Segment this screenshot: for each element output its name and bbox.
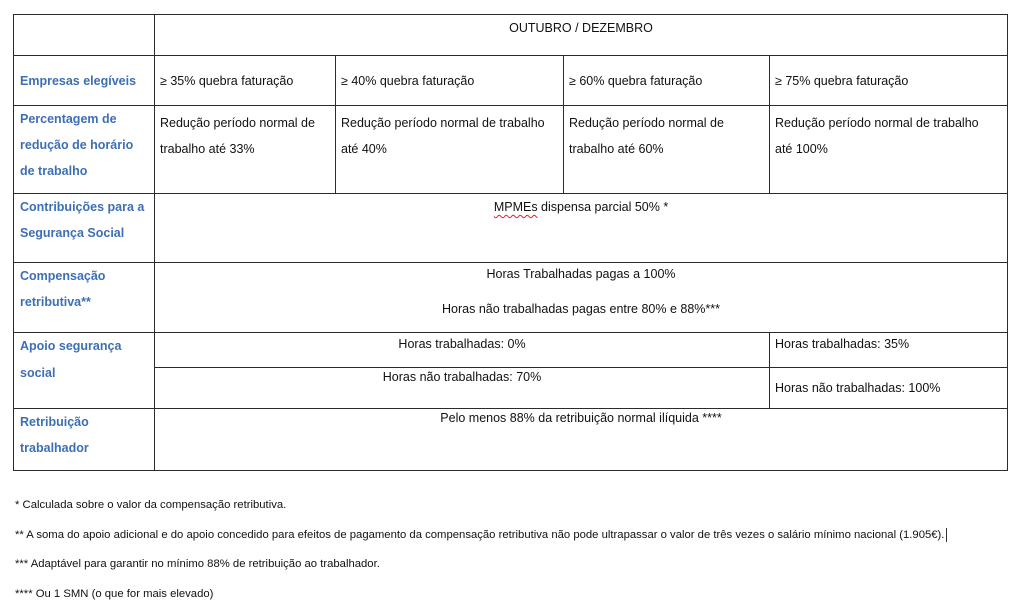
cell-reducao-33 <box>155 106 336 194</box>
period-header: OUTUBRO / DEZEMBRO <box>155 15 1008 56</box>
empty-corner-cell <box>14 15 155 56</box>
row-label-retribuicao <box>14 409 155 471</box>
cell-quebra-60: ≥ 60% quebra faturação <box>564 56 770 106</box>
table-row <box>14 106 1008 194</box>
table-row <box>14 368 1008 409</box>
table-row <box>14 15 1008 56</box>
footnote-2 <box>15 528 947 558</box>
mpme-text <box>494 200 668 214</box>
cell-retribuicao: Pelo menos 88% da retribuição normal ilíquida **** <box>155 409 1008 471</box>
cell-reducao-40 <box>336 106 564 194</box>
cell-line: Redução período normal de <box>569 116 724 130</box>
label-line: social <box>20 366 56 380</box>
cell-apoio-notworked-right: Horas não trabalhadas: 100% <box>770 368 1008 409</box>
label-line: Segurança Social <box>20 226 125 240</box>
label-line: Compensação <box>20 269 106 283</box>
label-line: Retribuição <box>20 415 89 429</box>
cell-quebra-35: ≥ 35% quebra faturação <box>155 56 336 106</box>
cell-line: até 100% <box>775 142 828 156</box>
cell-line: Redução período normal de <box>160 116 315 130</box>
label-line: Apoio segurança <box>20 339 122 353</box>
cell-apoio-worked: Horas trabalhadas: 0% <box>155 333 770 368</box>
cell-reducao-100 <box>770 106 1008 194</box>
row-label-percentagem <box>14 106 155 194</box>
footnote-4: **** Ou 1 SMN (o que for mais elevado) <box>15 587 214 600</box>
cell-line: trabalho até 33% <box>160 142 255 156</box>
row-label-compensacao <box>14 263 155 333</box>
table-row <box>14 409 1008 471</box>
label-line: Contribuições para a <box>20 200 145 214</box>
cell-line: até 40% <box>341 142 387 156</box>
table-row <box>14 263 1008 333</box>
cell-quebra-40: ≥ 40% quebra faturação <box>336 56 564 106</box>
cell-contribuicoes <box>155 194 1008 263</box>
compensacao-line-1: Horas Trabalhadas pagas a 100% <box>486 267 676 281</box>
footnote-2-text: ** A soma do apoio adicional e do apoio concedido para efeitos de pagamento da compensação retributiva não pode ultrapassar o valor de três vezes o salário mínimo nacional (1.905€). <box>15 528 945 541</box>
cell-quebra-75: ≥ 75% quebra faturação <box>770 56 1008 106</box>
cell-apoio-worked-right: Horas trabalhadas: 35% <box>770 333 1008 368</box>
footnote-3: *** Adaptável para garantir no mínimo 88% de retribuição ao trabalhador. <box>15 558 380 570</box>
text-cursor <box>946 528 947 542</box>
cell-line: Redução período normal de trabalho <box>775 116 979 130</box>
cell-apoio-notworked: Horas não trabalhadas: 70% <box>155 368 770 409</box>
label-line: redução de horário <box>20 138 134 152</box>
cell-line: Redução período normal de trabalho <box>341 116 545 130</box>
table-row <box>14 56 1008 106</box>
label-line: Percentagem de <box>20 112 117 126</box>
spellcheck-word: MPMEs <box>493 200 538 214</box>
cell-line: trabalho até 60% <box>569 142 664 156</box>
label-line: de trabalho <box>20 164 88 178</box>
mpme-rest: dispensa parcial 50% * <box>537 200 669 214</box>
compensacao-line-2: Horas não trabalhadas pagas entre 80% e 88%*** <box>442 302 720 316</box>
label-line: trabalhador <box>20 441 89 455</box>
row-label-apoio <box>14 333 155 409</box>
row-label-contribuicoes <box>14 194 155 263</box>
footnote-1: * Calculada sobre o valor da compensação retributiva. <box>15 499 287 511</box>
label-line: retributiva** <box>20 295 91 309</box>
table-row <box>14 194 1008 263</box>
support-table <box>13 14 1008 471</box>
table-row <box>14 333 1008 368</box>
cell-compensacao <box>155 263 1008 333</box>
cell-reducao-60 <box>564 106 770 194</box>
row-label-empresas: Empresas elegíveis <box>14 56 155 106</box>
footnotes <box>15 498 947 616</box>
